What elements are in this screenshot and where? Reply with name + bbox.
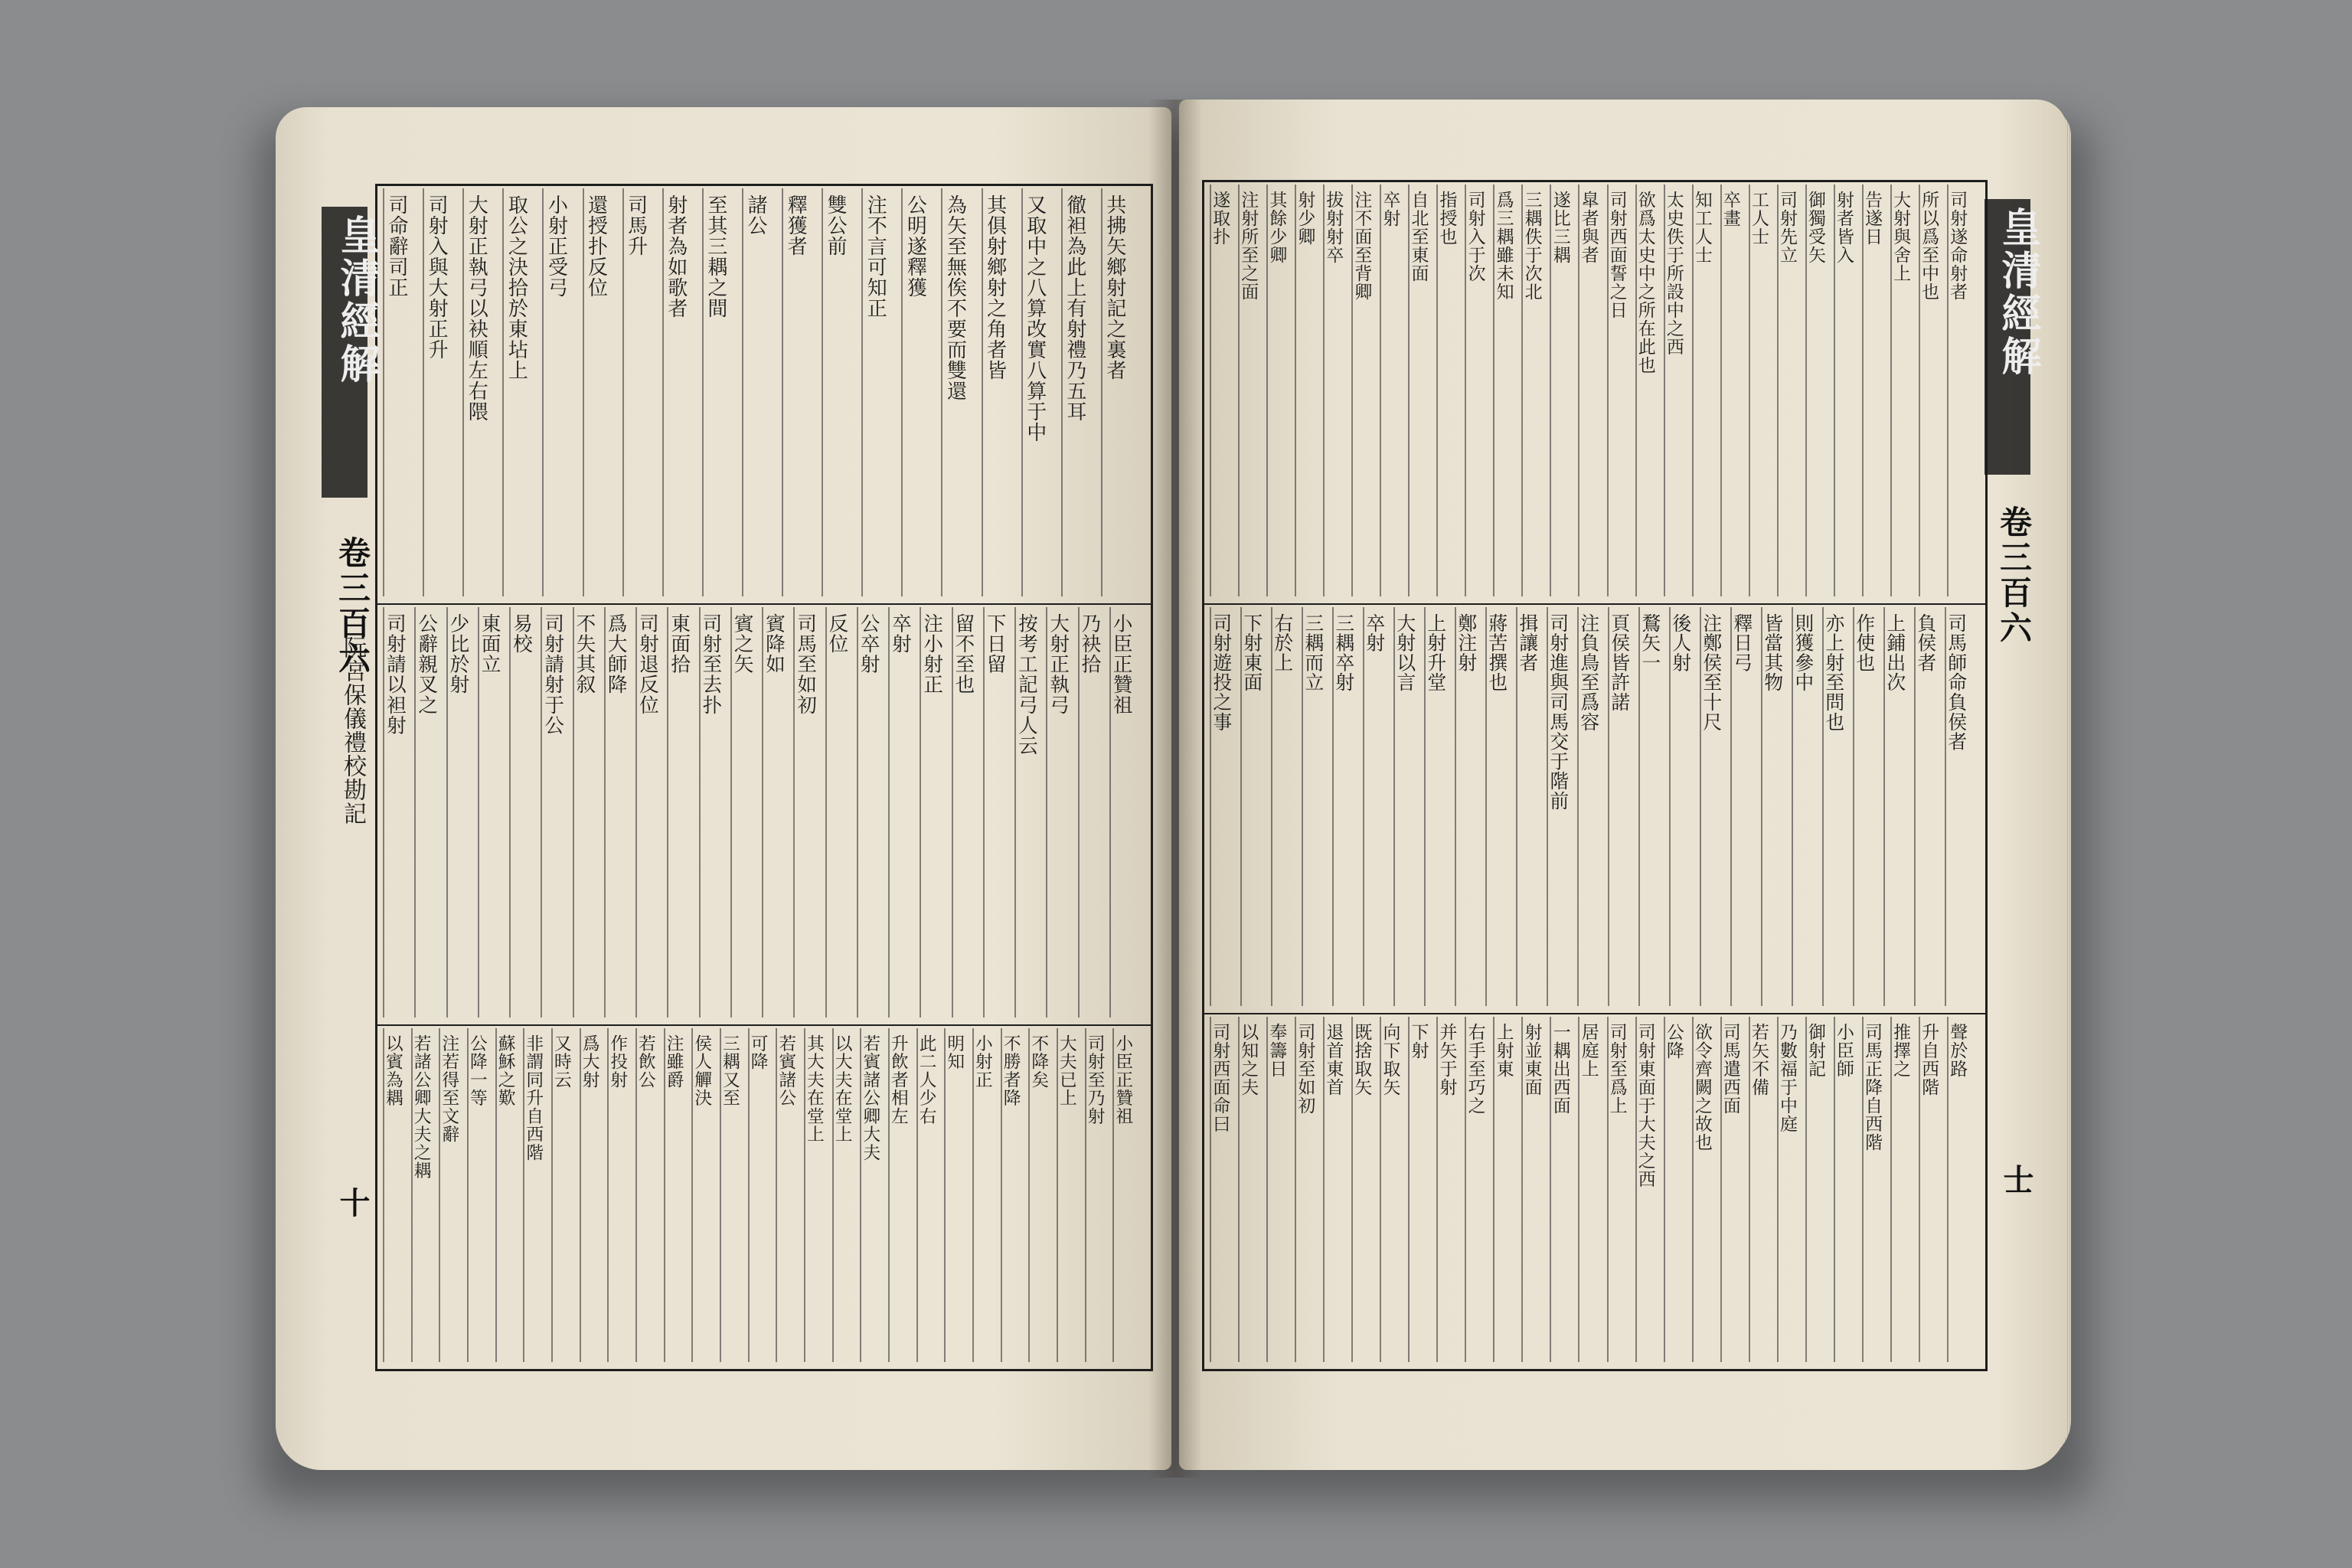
text-column: 既捨取矢 xyxy=(1351,1023,1372,1096)
column-rule xyxy=(1720,185,1722,596)
text-column: 揖讓者 xyxy=(1516,613,1539,673)
text-column: 以大夫在堂上 xyxy=(831,1034,852,1144)
column-rule xyxy=(782,188,783,596)
text-column: 按考工記弓人云 xyxy=(1014,613,1038,756)
text-column: 大射正執弓 xyxy=(1047,613,1070,715)
text-column: 聲於路 xyxy=(1947,1023,1968,1078)
text-column: 鄭注射 xyxy=(1455,613,1478,673)
text-column: 小臣正贊祖 xyxy=(1112,1034,1133,1125)
column-rule xyxy=(583,188,584,596)
text-column: 上鋪出次 xyxy=(1883,613,1906,693)
text-column: 一耦出西面 xyxy=(1550,1023,1570,1115)
text-column: 其餘少卿 xyxy=(1266,191,1287,264)
text-column: 不失其叙 xyxy=(573,613,596,695)
text-column: 下日留 xyxy=(983,613,1007,675)
column-rule xyxy=(1210,185,1211,596)
text-column: 大夫已上 xyxy=(1056,1034,1076,1107)
text-column: 射者為如歌者 xyxy=(664,194,688,318)
text-column: 蘇穌之歎 xyxy=(495,1034,515,1107)
column-rule xyxy=(1436,185,1438,596)
text-column: 公降一等 xyxy=(466,1034,487,1107)
text-column: 注鄭侯至十尺 xyxy=(1700,613,1723,732)
text-column: 射並東面 xyxy=(1521,1023,1542,1096)
text-column: 升飲者相左 xyxy=(887,1034,908,1125)
text-column: 賓降如 xyxy=(762,613,786,675)
text-column: 爲大射 xyxy=(579,1034,599,1089)
text-column: 小臣師 xyxy=(1834,1023,1854,1078)
text-column: 大射正執弓以袂順左右隈 xyxy=(465,194,488,422)
book-gutter xyxy=(1148,100,1202,1478)
text-column: 雙公前 xyxy=(824,194,848,256)
text-column: 太史佚于所設中之西 xyxy=(1663,191,1684,356)
text-column: 射者皆入 xyxy=(1834,191,1854,264)
text-column: 工人士 xyxy=(1748,191,1769,246)
text-column: 又時云 xyxy=(550,1034,571,1089)
text-column: 小臣正贊祖 xyxy=(1109,613,1133,715)
text-column: 并矢于射 xyxy=(1436,1023,1457,1096)
text-column: 小射正 xyxy=(972,1034,992,1089)
text-column: 負侯者 xyxy=(1914,613,1937,673)
text-column: 皆當其物 xyxy=(1761,613,1784,693)
text-column: 若賓諸公卿大夫 xyxy=(860,1034,880,1162)
text-column: 司馬遣西面 xyxy=(1720,1023,1740,1115)
column-rule xyxy=(901,188,903,596)
text-column: 東面拾 xyxy=(668,613,691,675)
text-column: 司射至如初 xyxy=(1295,1023,1315,1115)
text-column: 大射與舍上 xyxy=(1890,191,1911,283)
text-column: 司命辭司正 xyxy=(385,194,409,298)
text-column: 卒射 xyxy=(1363,613,1386,653)
text-column: 欲爲太史中之所在此也 xyxy=(1635,191,1655,374)
text-column: 司射退反位 xyxy=(635,613,659,715)
text-column: 遂比三耦 xyxy=(1550,191,1570,264)
column-rule xyxy=(1061,188,1063,596)
text-column: 卒射 xyxy=(1380,191,1400,227)
text-column: 注不面至背卿 xyxy=(1351,191,1372,301)
text-column: 鶩矢一 xyxy=(1638,613,1661,673)
text-column: 蔣苦撰也 xyxy=(1485,613,1508,693)
column-rule xyxy=(1295,185,1296,596)
text-column: 賓之矢 xyxy=(730,613,754,675)
text-column: 公辭親叉之 xyxy=(415,613,439,715)
text-column: 司射進與司馬交于階前 xyxy=(1547,613,1570,811)
text-column: 皐者與者 xyxy=(1578,191,1599,264)
text-column: 司射西面命曰 xyxy=(1210,1023,1230,1133)
text-column: 留不至也 xyxy=(952,613,975,695)
text-column: 自北至東面 xyxy=(1408,191,1429,283)
text-column: 明知 xyxy=(944,1034,965,1071)
text-column: 諸公 xyxy=(743,194,767,236)
text-column: 司射遂命射者 xyxy=(1947,191,1968,301)
text-column: 注若得至文辭 xyxy=(439,1034,459,1144)
text-column: 奉籌日 xyxy=(1266,1023,1287,1078)
text-column: 三耦佚于次北 xyxy=(1521,191,1542,301)
text-column: 退首東首 xyxy=(1323,1023,1344,1096)
text-column: 以知之夫 xyxy=(1238,1023,1259,1096)
text-column: 司射先立 xyxy=(1776,191,1797,264)
column-rule xyxy=(502,188,504,596)
text-column: 公卒射 xyxy=(857,613,880,675)
text-column: 三耦而立 xyxy=(1302,613,1325,693)
text-column: 下射東面 xyxy=(1240,613,1263,693)
text-column: 升自西階 xyxy=(1919,1023,1939,1096)
text-column: 乃袂拾 xyxy=(1078,613,1102,675)
text-column: 三耦卒射 xyxy=(1332,613,1355,693)
text-column: 不降矣 xyxy=(1028,1034,1049,1089)
text-column: 若矢不備 xyxy=(1748,1023,1769,1096)
text-column: 公明遂釋獲 xyxy=(903,194,927,298)
column-rule xyxy=(944,1028,946,1362)
text-column: 下射 xyxy=(1408,1023,1429,1060)
text-column: 公降 xyxy=(1663,1023,1684,1060)
text-column: 可降 xyxy=(747,1034,768,1071)
text-column: 司馬升 xyxy=(624,194,648,256)
right-running-title: 皇清經解 xyxy=(1994,207,2041,378)
text-column: 至其三耦之間 xyxy=(704,194,727,318)
text-column: 此二人少右 xyxy=(916,1034,936,1125)
text-column: 上射升堂 xyxy=(1424,613,1447,693)
text-column: 御獨受矢 xyxy=(1805,191,1825,264)
column-rule xyxy=(509,607,511,1018)
text-column: 東面立 xyxy=(478,613,501,675)
text-column: 告遂日 xyxy=(1862,191,1883,246)
text-column: 司馬至如初 xyxy=(794,613,818,715)
text-column: 共拂矢鄉射記之裏者 xyxy=(1102,194,1126,381)
column-rule xyxy=(742,188,743,596)
text-column: 小射正受弓 xyxy=(544,194,568,298)
left-chapter-number: 卷三百六 xyxy=(334,536,371,677)
text-column: 若飲公 xyxy=(635,1034,655,1089)
text-column: 若諸公卿大夫之耦 xyxy=(410,1034,431,1180)
column-rule xyxy=(822,188,823,596)
text-column: 若賓諸公 xyxy=(776,1034,796,1107)
column-rule xyxy=(662,188,664,596)
text-column: 司射遊投之事 xyxy=(1210,613,1233,732)
text-column: 三耦又至 xyxy=(719,1034,740,1107)
text-column: 上射東 xyxy=(1493,1023,1514,1078)
text-column: 司射西面誓之日 xyxy=(1606,191,1627,319)
text-column: 作使也 xyxy=(1853,613,1876,673)
column-rule xyxy=(542,188,544,596)
text-column: 注不言可知正 xyxy=(864,194,887,318)
text-column: 釋獲者 xyxy=(784,194,808,256)
text-column: 指授也 xyxy=(1436,191,1457,246)
text-column: 欲令齊闕之故也 xyxy=(1691,1023,1712,1152)
column-rule xyxy=(1749,185,1750,596)
column-rule xyxy=(1862,185,1864,596)
column-rule xyxy=(1101,188,1102,596)
left-page-footer: 阮宮保儀禮校勘記 xyxy=(339,635,366,825)
text-column: 司射至去扑 xyxy=(699,613,723,715)
column-rule xyxy=(1363,607,1364,1006)
text-column: 作投射 xyxy=(607,1034,628,1089)
text-column: 後人射 xyxy=(1669,613,1692,673)
text-column: 大射以言 xyxy=(1393,613,1416,693)
column-rule xyxy=(702,188,704,596)
text-column: 釋日弓 xyxy=(1730,613,1753,673)
column-rule xyxy=(1664,1017,1665,1362)
text-column: 知工人士 xyxy=(1691,191,1712,264)
text-column: 反位 xyxy=(825,613,849,655)
text-column: 推擇之 xyxy=(1890,1023,1911,1078)
text-column: 其俱射鄉射之角者皆 xyxy=(983,194,1007,381)
text-column: 卒射 xyxy=(888,613,912,655)
text-column: 亦上射至問也 xyxy=(1822,613,1845,732)
text-column: 其大夫在堂上 xyxy=(803,1034,824,1144)
right-page-frame xyxy=(1202,180,1988,1371)
text-column: 注小射正 xyxy=(920,613,944,695)
column-rule xyxy=(941,188,942,596)
text-column: 司射至乃射 xyxy=(1084,1034,1105,1125)
column-rule xyxy=(1380,185,1381,596)
text-column: 不勝者降 xyxy=(1000,1034,1021,1107)
text-column: 司射入于次 xyxy=(1465,191,1485,283)
text-column: 居庭上 xyxy=(1578,1023,1599,1078)
column-rule xyxy=(423,188,424,596)
right-chapter-number: 卷三百六 xyxy=(1995,505,2033,646)
column-rule xyxy=(825,607,827,1018)
text-column: 為矢至無俟不要而雙還 xyxy=(943,194,967,401)
text-column: 拔射射卒 xyxy=(1323,191,1344,264)
column-rule xyxy=(861,188,863,596)
text-column: 還授扑反位 xyxy=(584,194,608,298)
column-rule xyxy=(1021,188,1023,596)
text-column: 非謂同升自西階 xyxy=(523,1034,544,1162)
left-folio-number: 十 xyxy=(335,1187,371,1217)
text-column: 爲三耦雖未知 xyxy=(1493,191,1514,301)
text-column: 司馬正降自西階 xyxy=(1862,1023,1883,1152)
text-column: 又取中之八算改實八算于中 xyxy=(1023,194,1047,443)
text-column: 卒畫 xyxy=(1720,191,1740,227)
text-column: 御射記 xyxy=(1805,1023,1825,1078)
text-column: 司射東面于大夫之西 xyxy=(1635,1023,1655,1188)
text-column: 遂取扑 xyxy=(1210,191,1230,246)
text-column: 向下取矢 xyxy=(1380,1023,1400,1096)
text-column: 注射所至之面 xyxy=(1238,191,1259,301)
text-column: 司射至爲上 xyxy=(1606,1023,1627,1115)
text-column: 司射入與大射正升 xyxy=(425,194,449,360)
text-column: 注雖爵 xyxy=(663,1034,684,1089)
text-column: 右手至巧之 xyxy=(1465,1023,1485,1115)
text-column: 爲大師降 xyxy=(604,613,628,695)
text-column: 司射請以袒射 xyxy=(383,613,407,736)
column-rule xyxy=(748,1028,750,1362)
text-column: 乃數福于中庭 xyxy=(1776,1023,1797,1133)
text-column: 射少卿 xyxy=(1295,191,1315,246)
text-column: 取公之決拾於東坫上 xyxy=(505,194,528,381)
text-column: 以賓為耦 xyxy=(382,1034,403,1107)
text-column: 則獲參中 xyxy=(1792,613,1815,693)
column-rule xyxy=(888,607,890,1018)
text-column: 司馬師命負侯者 xyxy=(1945,613,1968,752)
column-rule xyxy=(462,188,464,596)
column-rule xyxy=(622,188,624,596)
text-column: 司射請射于公 xyxy=(541,613,565,736)
text-column: 易校 xyxy=(509,613,533,655)
text-column: 頁侯皆許諾 xyxy=(1608,613,1631,712)
text-column: 所以爲至中也 xyxy=(1919,191,1939,301)
right-folio-number: 士 xyxy=(1998,1164,2034,1194)
text-column: 少比於射 xyxy=(446,613,470,695)
text-column: 右於上 xyxy=(1271,613,1294,673)
text-column: 徹袒為此上有射禮乃五耳 xyxy=(1063,194,1086,422)
text-column: 侯人觶決 xyxy=(691,1034,712,1107)
column-rule xyxy=(1408,1017,1410,1362)
text-column: 注負鳥至爲容 xyxy=(1577,613,1600,732)
left-running-title: 皇清經解 xyxy=(333,214,380,386)
column-rule xyxy=(982,188,983,596)
